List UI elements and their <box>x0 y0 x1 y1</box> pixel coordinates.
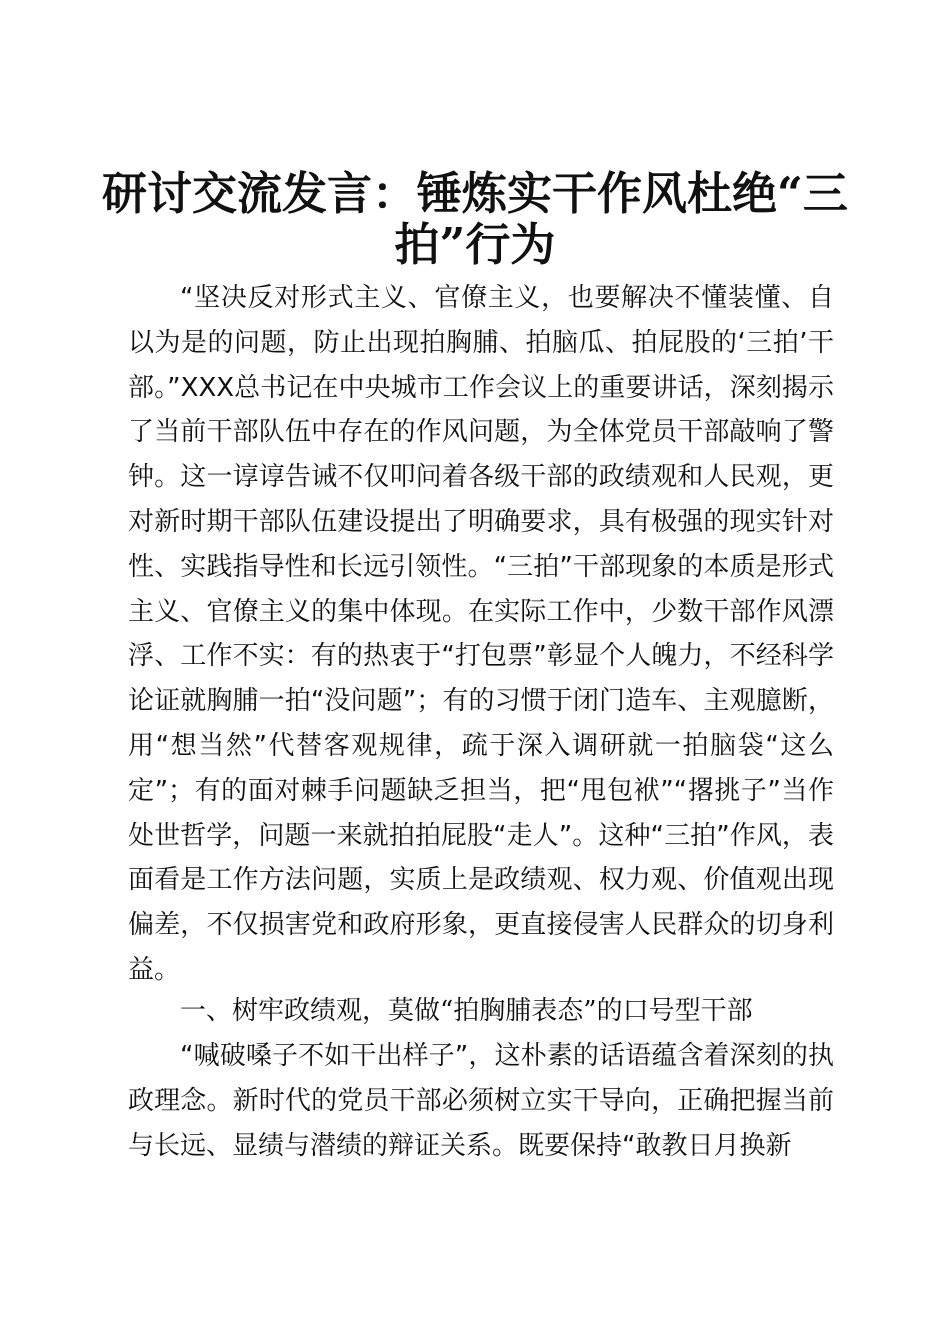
body-paragraph-1: “坚决反对形式主义、官僚主义，也要解决不懂装懂、自以为是的问题，防止出现拍胸脯、拍脑瓜、拍屁股的‘三拍’干部。”XXX总书记在中央城市工作会议上的重要讲话，深刻揭示了当前干部队伍中存在的作风问题，为全体党员干部敲响了警钟。这一谆谆告诫不仅叩问着各级干部的政绩观和人民观，更对新时期干部队伍建设提出了明确要求，具有极强的现实针对性、实践指导性和长远引领性。“三拍”干部现象的本质是形式主义、官僚主义的集中体现。在实际工作中，少数干部作风漂浮、工作不实：有的热衷于“打包票”彰显个人魄力，不经科学论证就胸脯一拍“没问题”；有的习惯于闭门造车、主观臆断，用“想当然”代替客观规律，疏于深入调研就一拍脑袋“这么定”；有的面对棘手问题缺乏担当，把“甩包袱”“撂挑子”当作处世哲学，问题一来就拍拍屁股“走人”。这种“三拍”作风，表面看是工作方法问题，实质上是政绩观、权力观、价值观出现偏差，不仅损害党和政府形象，更直接侵害人民群众的切身利益。 <box>128 283 834 985</box>
document-title: 研讨交流发言：锤炼实干作风杜绝“三拍”行为 <box>102 167 848 271</box>
body-paragraph-2: “喊破嗓子不如干出样子”，这朴素的话语蕴含着深刻的执政理念。新时代的党员干部必须树立实干导向，正确把握当前与长远、显绩与潜绩的辩证关系。既要保持“敢教日月换新 <box>128 1041 834 1161</box>
section-heading-1: 一、树牢政绩观，莫做“拍胸脯表态”的口号型干部 <box>180 996 753 1026</box>
